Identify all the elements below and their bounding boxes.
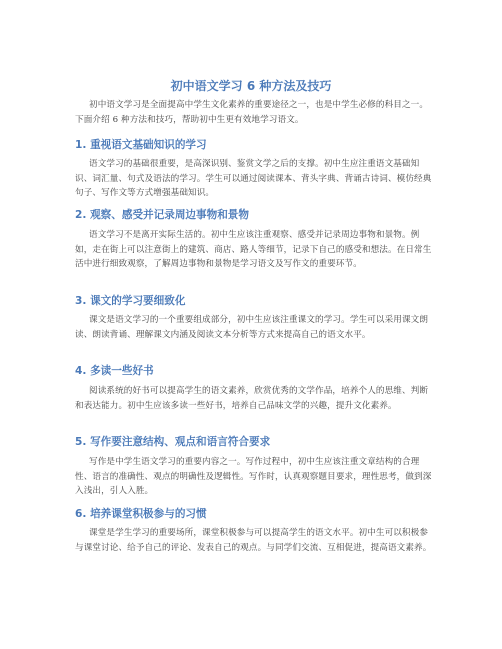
- section-4-heading: 4. 多读一些好书: [75, 365, 154, 377]
- section-6-body: 课堂是学生学习的重要场所，课堂积极参与可以提高学生的语文水平。初中生可以积极参与课堂讨论、给予自己的评论、发表自己的观点。与同学们交流、互相促进，提高语文素养。: [75, 528, 432, 553]
- section-2-body: 语文学习不是离开实际生活的。初中生应该注重观察、感受并记录周边事物和景物。例如，走在街上可以注意街上的建筑、商店、路人等细节，记录下自己的感受和想法。在日常生活中进行细致观察，了解周边事物和景物是学习语文及写作文的重要环节。: [75, 230, 432, 270]
- section-4-body: 阅读系统的好书可以提高学生的语文素养，欣赏优秀的文学作品，培养个人的思维、判断和表达能力。初中生应该多读一些好书，培养自己品味文学的兴趣，提升文化素养。: [75, 386, 429, 411]
- document-title: 初中语文学习 6 种方法及技巧: [170, 79, 332, 93]
- section-5-body: 写作是中学生语文学习的重要内容之一。写作过程中，初中生应该注重文章结构的合理性、语言的准确性、观点的明确性及逻辑性。写作时，认真观察题目要求，理性思考，做到深入浅出，引人入胜。: [75, 457, 432, 497]
- section-1-heading: 1. 重视语文基础知识的学习: [75, 139, 207, 151]
- section-1-body: 语文学习的基础很重要，是高深识别、鉴赏文学之后的支撑。初中生应注重语文基础知识、词汇量、句式及语法的学习。学生可以通过阅读课本、背头字典、背诵古诗词、模仿经典句子、写作文等方式增强基础知识。: [75, 159, 432, 199]
- section-5-heading: 5. 写作要注意结构、观点和语言符合要求: [75, 436, 271, 448]
- intro-paragraph: 初中语文学习是全面提高中学生文化素养的重要途径之一，也是中学生必修的科目之一。下面介绍 6 种方法和技巧，帮助初中生更有效地学习语文。: [75, 100, 429, 125]
- section-2-heading: 2. 观察、感受并记录周边事物和景物: [75, 209, 249, 221]
- section-3-heading: 3. 课文的学习要细致化: [75, 295, 186, 307]
- section-6-heading: 6. 培养课堂积极参与的习惯: [75, 508, 207, 520]
- section-3-body: 课文是语文学习的一个重要组成部分，初中生应该注重课文的学习。学生可以采用课文朗读、朗读背诵、理解课文内涵及阅读文本分析等方式来提高自己的语文水平。: [75, 315, 429, 340]
